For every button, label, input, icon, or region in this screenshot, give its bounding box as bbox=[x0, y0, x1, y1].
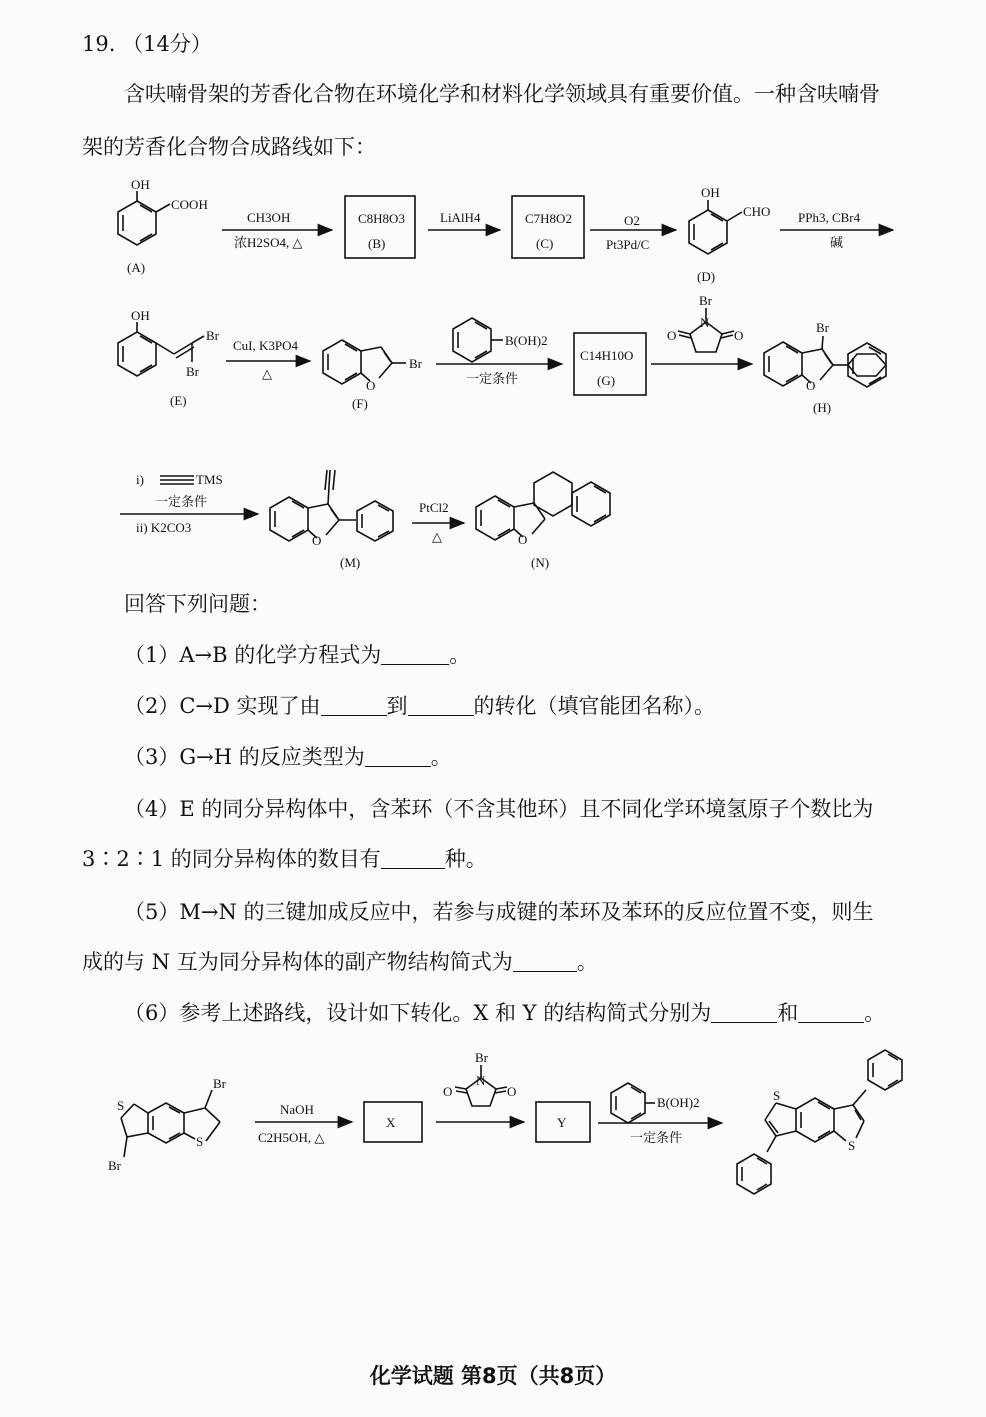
label-nbs-br: Br bbox=[699, 293, 712, 308]
s2-prod-s1: S bbox=[773, 1088, 781, 1103]
s2-nbs-o2: O bbox=[507, 1084, 517, 1099]
s2-br-bottom: Br bbox=[108, 1158, 121, 1173]
s2-nbs-o1: O bbox=[443, 1084, 453, 1099]
label-nbs-o2: O bbox=[734, 328, 744, 343]
s2-x: X bbox=[386, 1115, 396, 1130]
question-number: 19. （14分） bbox=[82, 32, 212, 56]
label-e-br1: Br bbox=[206, 328, 219, 343]
intro-line-1: 含呋喃骨架的芳香化合物在环境化学和材料化学领域具有重要价值。一种含呋喃骨 bbox=[124, 82, 880, 106]
compound-f bbox=[323, 340, 406, 384]
compound-m bbox=[270, 470, 393, 541]
question-1: （1）A→B 的化学方程式为 。 bbox=[124, 643, 471, 667]
s2-s-right: S bbox=[196, 1134, 204, 1149]
label-e-br2: Br bbox=[186, 364, 199, 379]
reagent-base: 碱 bbox=[830, 235, 844, 250]
answer-prompt: 回答下列问题： bbox=[124, 592, 271, 616]
s2-nbs-br: Br bbox=[475, 1050, 488, 1065]
s2-nbs-n: N bbox=[476, 1073, 486, 1088]
label-f-o: O bbox=[366, 378, 376, 393]
compound-h-phenyl-ring bbox=[848, 343, 886, 387]
compound-a bbox=[118, 191, 170, 245]
reagent-ptcl2: PtCl2 bbox=[419, 500, 449, 515]
question-6: （6）参考上述路线，设计如下转化。X 和 Y 的结构简式分别为 和 。 bbox=[124, 1001, 886, 1025]
label-a-oh: OH bbox=[131, 177, 150, 192]
question-2: （2）C→D 实现了由 到 的转化（填官能团名称）。 bbox=[124, 694, 716, 718]
question-4-line2: 3∶2∶1 的同分异构体的数目有 种。 bbox=[82, 847, 487, 871]
s2-boh2: B(OH)2 bbox=[657, 1095, 700, 1110]
s2-prod-s2: S bbox=[848, 1138, 856, 1153]
reagent-o2: O2 bbox=[624, 213, 640, 228]
reagent-lialh4: LiAlH4 bbox=[440, 210, 481, 225]
label-h-br: Br bbox=[816, 320, 829, 335]
intro-line-2: 架的芳香化合物合成路线如下： bbox=[82, 135, 376, 159]
reagent-cond: 一定条件 bbox=[466, 371, 519, 386]
reagent-i: i) bbox=[136, 472, 144, 487]
label-e-oh: OH bbox=[131, 308, 150, 323]
label-m-o: O bbox=[312, 533, 322, 548]
compound-n bbox=[476, 472, 610, 540]
s2-s-left: S bbox=[117, 1098, 125, 1113]
s2-y: Y bbox=[557, 1115, 567, 1130]
reagent-heat2: △ bbox=[432, 529, 442, 544]
label-d-oh: OH bbox=[701, 185, 720, 200]
scheme2-start bbox=[121, 1090, 220, 1157]
compound-d bbox=[689, 200, 742, 254]
reagent-k2co3: ii) K2CO3 bbox=[136, 520, 192, 535]
label-h-o: O bbox=[806, 378, 816, 393]
reagent-h2so4: 浓H2SO4, △ bbox=[234, 235, 303, 250]
label-n: (N) bbox=[531, 555, 550, 570]
label-h: (H) bbox=[813, 400, 832, 415]
label-n-o: O bbox=[518, 532, 528, 547]
scheme2-product bbox=[737, 1050, 902, 1194]
phenylboronic-acid-2 bbox=[611, 1083, 655, 1123]
label-f-br: Br bbox=[409, 356, 422, 371]
question-4-line1: （4）E 的同分异构体中，含苯环（不含其他环）且不同化学环境氢原子个数比为 bbox=[124, 797, 874, 821]
reagent-cui: CuI, K3PO4 bbox=[233, 338, 299, 353]
formula-b: C8H8O3 bbox=[358, 211, 405, 226]
question-5-line2: 成的与 N 互为同分异构体的副产物结构简式为 。 bbox=[82, 950, 598, 974]
s2-naoh: NaOH bbox=[280, 1102, 314, 1117]
question-5-line1: （5）M→N 的三键加成反应中，若参与成键的苯环及苯环的反应位置不变，则生 bbox=[124, 900, 874, 924]
reagent-tms: TMS bbox=[196, 472, 223, 487]
label-a: (A) bbox=[127, 260, 146, 275]
reagent-pph3: PPh3, CBr4 bbox=[798, 210, 861, 225]
label-d: (D) bbox=[697, 269, 716, 284]
label-boh2: B(OH)2 bbox=[505, 333, 548, 348]
formula-g: C14H10O bbox=[580, 348, 634, 363]
reagent-heat: △ bbox=[262, 366, 272, 381]
label-a-cooh: COOH bbox=[171, 197, 208, 212]
label-nbs-n: N bbox=[700, 315, 710, 330]
s2-br-top: Br bbox=[213, 1076, 226, 1091]
page-footer: 化学试题 第8页（共8页） bbox=[369, 1364, 617, 1388]
label-b: (B) bbox=[368, 236, 386, 251]
s2-cond: 一定条件 bbox=[630, 1130, 683, 1145]
label-nbs-o1: O bbox=[667, 328, 677, 343]
label-m: (M) bbox=[340, 555, 361, 570]
phenylboronic-acid bbox=[453, 318, 503, 362]
label-c: (C) bbox=[536, 236, 554, 251]
reagent-pt3pd: Pt3Pd/C bbox=[606, 237, 650, 252]
tms-acetylene bbox=[160, 476, 194, 484]
formula-c: C7H8O2 bbox=[525, 211, 572, 226]
label-d-cho: CHO bbox=[743, 204, 771, 219]
s2-etoh: C2H5OH, △ bbox=[258, 1130, 325, 1145]
reagent-cond2: 一定条件 bbox=[155, 494, 208, 509]
label-e: (E) bbox=[170, 393, 187, 408]
question-3: （3）G→H 的反应类型为 。 bbox=[124, 745, 452, 769]
label-f: (F) bbox=[352, 396, 368, 411]
label-g: (G) bbox=[597, 373, 616, 388]
reagent-ch3oh: CH3OH bbox=[247, 210, 291, 225]
